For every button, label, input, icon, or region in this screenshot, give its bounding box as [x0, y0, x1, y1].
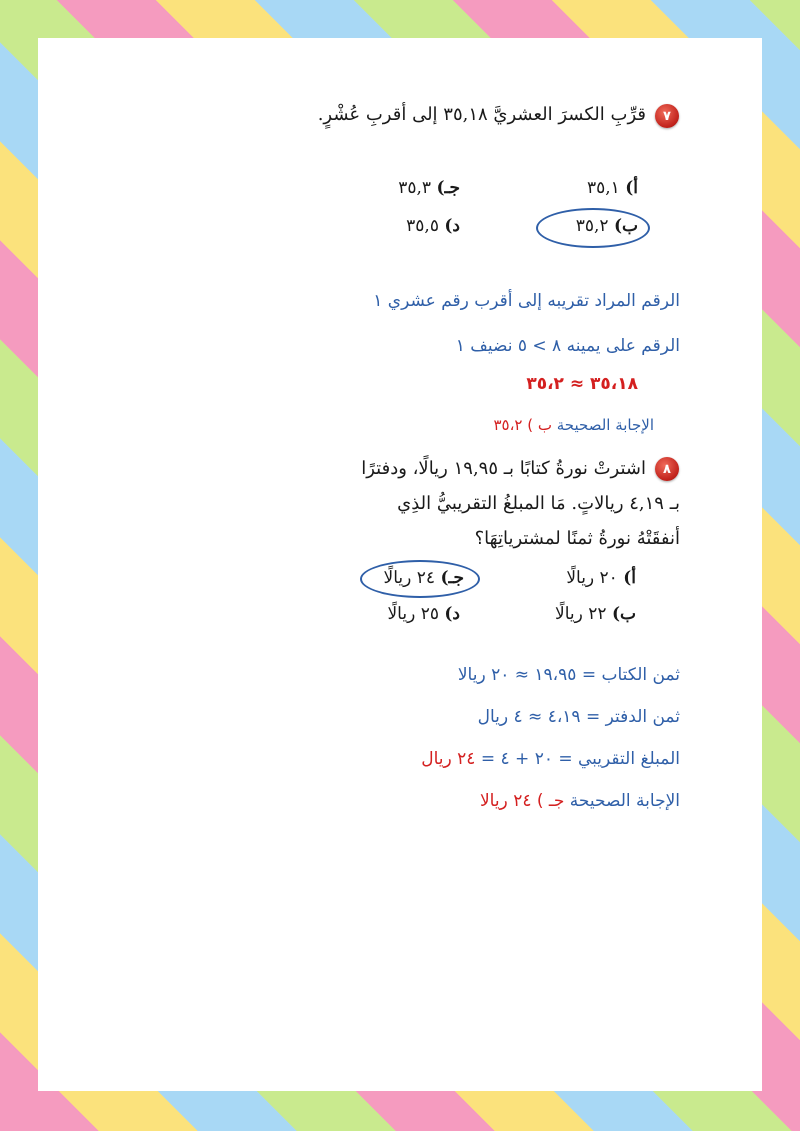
- q8-option-c-value: ٢٤ ريالًا: [383, 568, 436, 588]
- q7-option-c-value: ٣٥,٣: [398, 178, 432, 198]
- q8-option-b-letter: ب): [611, 604, 636, 624]
- question-8-number-badge: [655, 457, 679, 481]
- q7-option-d-value: ٣٥,٥: [406, 216, 439, 236]
- q8-solution-line-3-label: المبلغ التقريبي = ٢٠ + ٤ =: [480, 749, 680, 769]
- q7-option-c-letter: جـ): [436, 178, 460, 198]
- question-7-number-badge: [655, 104, 679, 128]
- q7-option-d-letter: د): [444, 216, 460, 236]
- question-8-text-line-1: اشترتْ نورةُ كتابًا بـ ١٩,٩٥ ريالًا، ودفترًا: [361, 458, 646, 479]
- q7-option-b-letter: ب): [613, 216, 638, 236]
- q7-solution-line-3: ٣٥،١٨ ≈ ٣٥،٢: [526, 374, 638, 394]
- q8-solution-line-3: [421, 749, 680, 769]
- q8-option-d-value: ٢٥ ريالًا: [387, 604, 439, 624]
- q7-answer: [493, 416, 654, 434]
- q8-option-a-value: ٢٠ ريالًا: [566, 568, 618, 588]
- q8-option-c-letter: جـ): [440, 568, 464, 588]
- q7-solution-line-1: الرقم المراد تقريبه إلى أقرب رقم عشري ١: [373, 291, 680, 311]
- q8-option-d: [387, 604, 460, 624]
- q7-answer-value: ب ) ٣٥،٢: [493, 416, 552, 434]
- q7-option-b-value: ٣٥,٢: [575, 216, 609, 236]
- q8-solution-line-2: ثمن الدفتر = ٤،١٩ ≈ ٤ ريال: [477, 707, 680, 727]
- q7-option-a-letter: أ): [625, 178, 638, 198]
- q8-answer-circle: [360, 560, 480, 598]
- q8-answer-value: جـ ) ٢٤ ريالا: [479, 791, 565, 811]
- q7-option-a-value: ٣٥,١: [587, 178, 620, 198]
- q8-answer-label: الإجابة الصحيحة: [569, 791, 680, 811]
- q8-option-d-letter: د): [444, 604, 460, 624]
- q8-option-b: [555, 604, 636, 624]
- question-7-number: ٧: [663, 108, 671, 124]
- q7-answer-label: الإجابة الصحيحة: [556, 416, 654, 434]
- question-8-text-line-2: بـ ٤,١٩ ريالاتٍ. مَا المبلغُ التقريبيُّ الذِي: [397, 493, 680, 514]
- q8-answer: [480, 791, 680, 811]
- q8-option-b-value: ٢٢ ريالًا: [555, 604, 607, 624]
- q8-option-a: [566, 568, 636, 588]
- q7-option-a: [587, 178, 638, 198]
- q8-option-a-letter: أ): [623, 568, 636, 588]
- q8-solution-line-3-value: ٢٤ ريال: [421, 749, 476, 769]
- q8-solution-line-1: ثمن الكتاب = ١٩،٩٥ ≈ ٢٠ ريالا: [457, 665, 680, 685]
- q7-option-d: [406, 216, 460, 236]
- question-7-text: قرِّبِ الكسرَ العشريَّ ٣٥,١٨ إلى أقربِ عُشْرٍ.: [317, 104, 646, 125]
- question-8-number: ٨: [663, 461, 671, 477]
- question-8-text-line-3: أنفقَتْهُ نورةُ ثمنًا لمشترياتِهَا؟: [474, 528, 680, 549]
- q7-answer-circle: [536, 208, 650, 248]
- q7-solution-line-2: الرقم على يمينه ٨ > ٥ نضيف ١: [455, 336, 680, 356]
- q7-option-c: [398, 178, 460, 198]
